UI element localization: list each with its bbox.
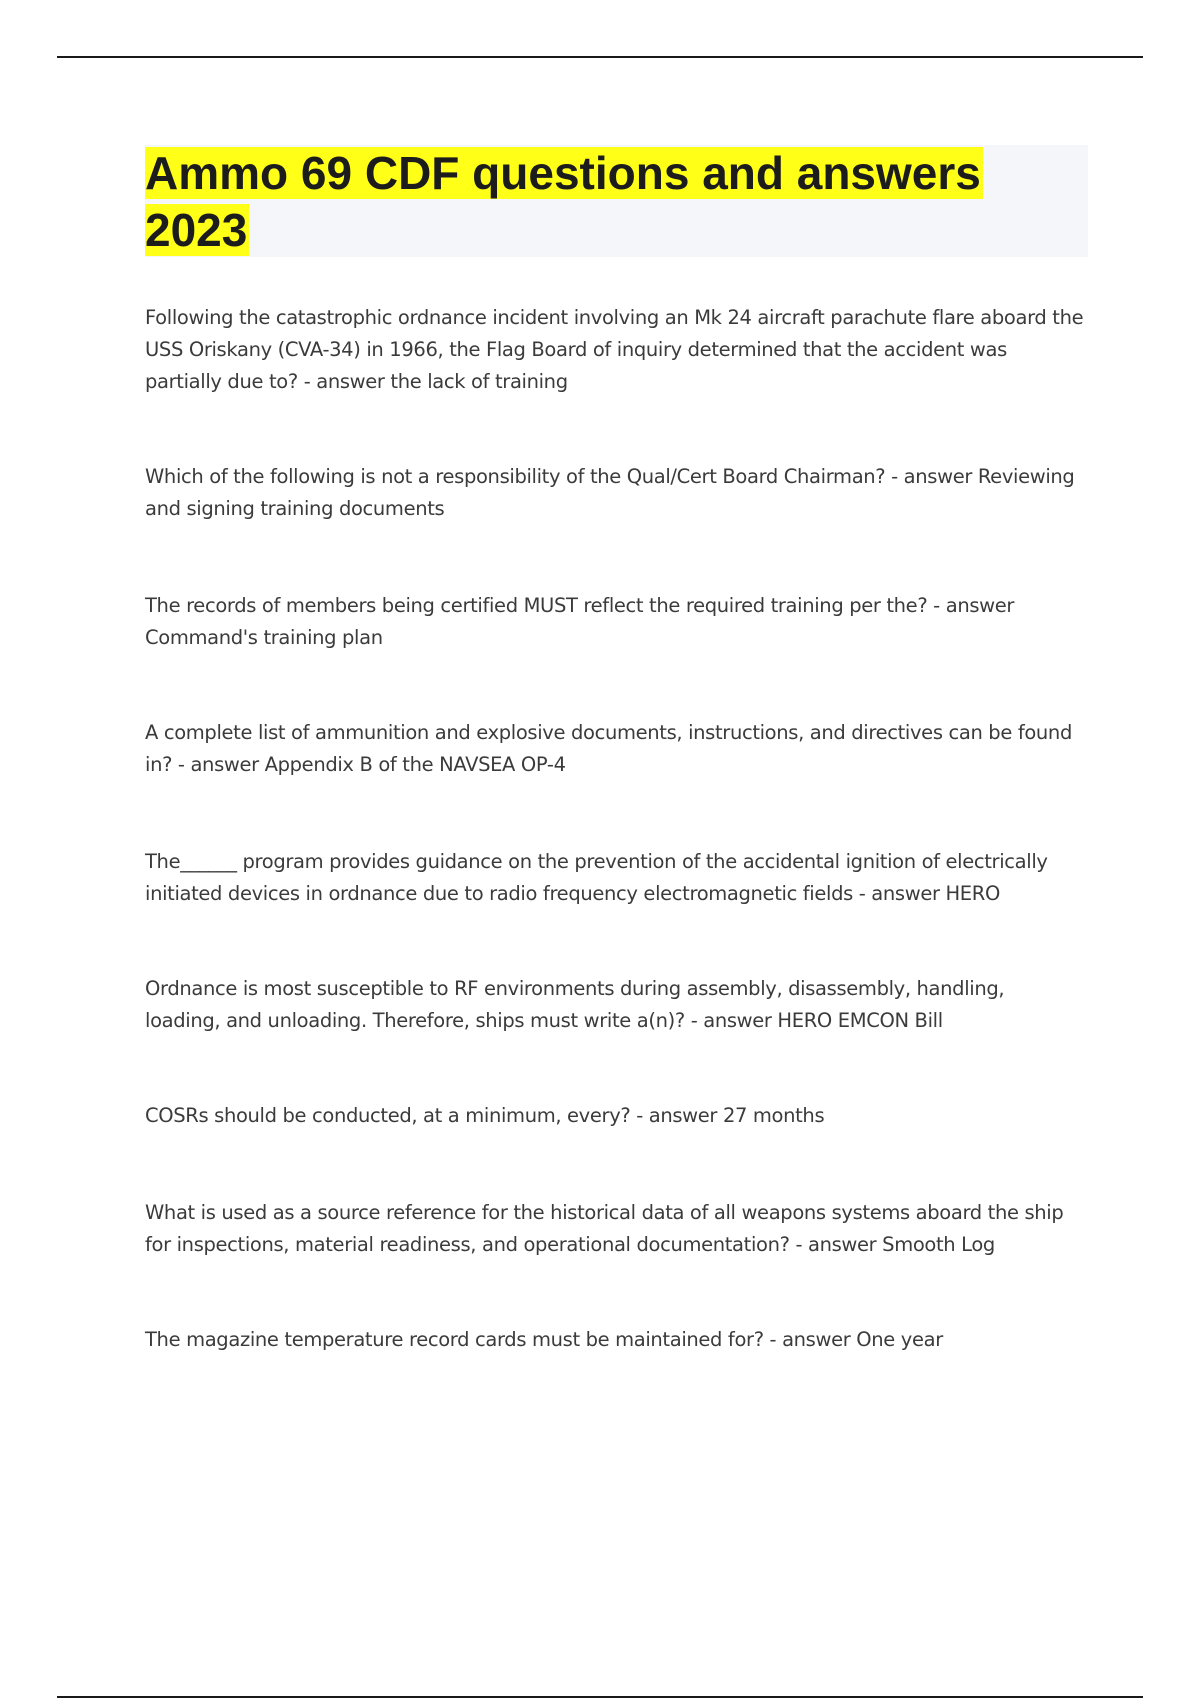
top-rule xyxy=(57,56,1143,58)
qa-item-9: The magazine temperature record cards must be maintained for? - answer One year xyxy=(145,1328,943,1351)
qa-item-4: A complete list of ammunition and explosive documents, instructions, and directives can be found in? - answer Appendix B of the NAVSEA OP-4 xyxy=(145,721,1072,776)
bottom-rule xyxy=(57,1696,1143,1698)
title-highlight: Ammo 69 CDF questions and answers 2023 xyxy=(145,147,981,256)
qa-item-8: What is used as a source reference for the historical data of all weapons systems aboard the ship for inspections, material readiness, and operational documentation? - answer Smooth Log xyxy=(145,1201,1064,1256)
title-block xyxy=(145,145,1088,257)
qa-item-6: Ordnance is most susceptible to RF environments during assembly, disassembly, handling, loading, and unloading. Therefore, ships must write a(n)? - answer HERO EMCON Bill xyxy=(145,977,1005,1032)
qa-item-2: Which of the following is not a responsibility of the Qual/Cert Board Chairman? - answer Reviewing and signing training documents xyxy=(145,465,1075,520)
qa-item-1: Following the catastrophic ordnance incident involving an Mk 24 aircraft parachute flare aboard the USS Oriskany (CVA-34) in 1966, the Flag Board of inquiry determined that the accident was partially due to? - answer the lack of training xyxy=(145,306,1084,393)
qa-item-3: The records of members being certified MUST reflect the required training per the? - answer Command's training plan xyxy=(145,594,1015,649)
page-title xyxy=(145,145,1088,259)
qa-item-5: The______ program provides guidance on the prevention of the accidental ignition of electrically initiated devices in ordnance due to radio frequency electromagnetic fields - answer HERO xyxy=(145,850,1048,905)
qa-item-7: COSRs should be conducted, at a minimum, every? - answer 27 months xyxy=(145,1104,825,1127)
